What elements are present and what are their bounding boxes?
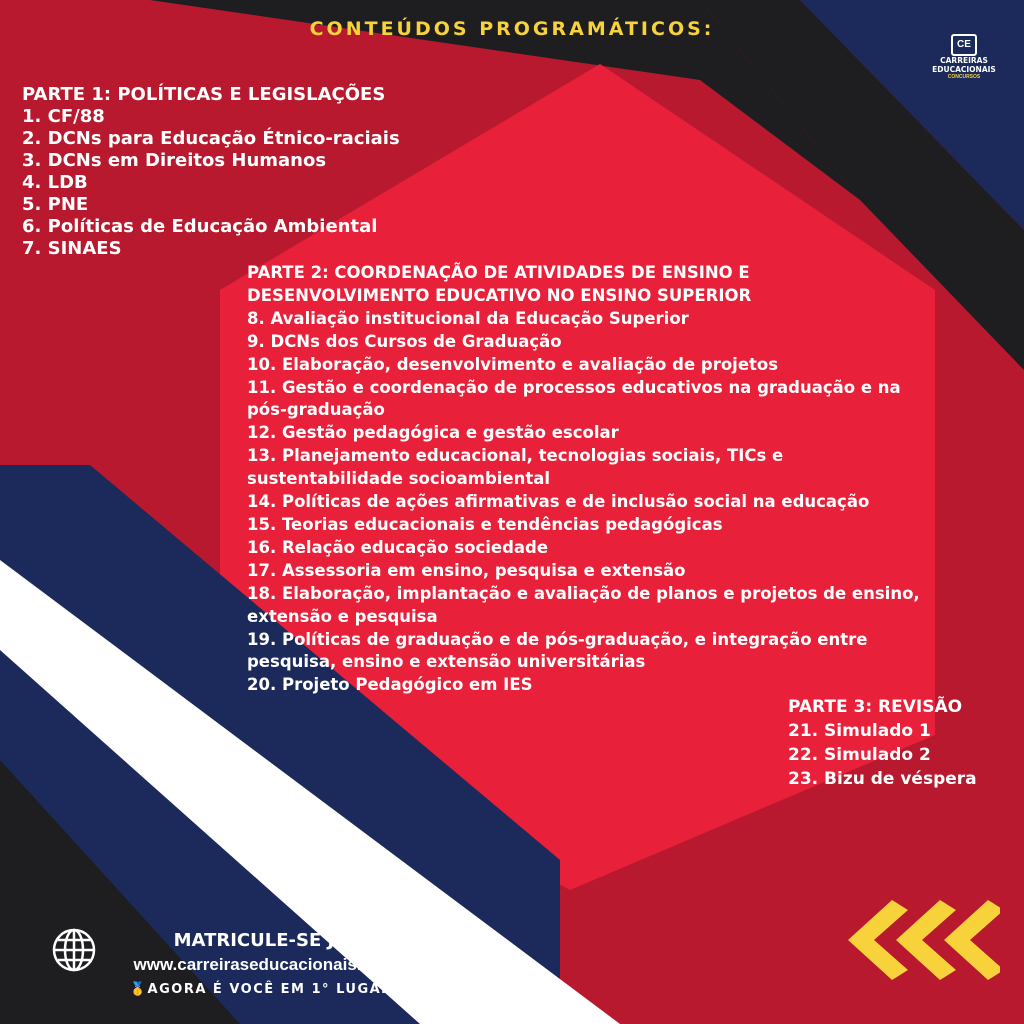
list-item: 8. Avaliação institucional da Educação Superior <box>247 308 689 328</box>
list-item: 2. DCNs para Educação Étnico-raciais <box>22 128 400 149</box>
slogan <box>105 977 425 1003</box>
list-item: 19. Políticas de graduação e de pós-graduação, e integração entre pesquisa, ensino e extensão universitárias <box>247 629 868 672</box>
enroll-text: MATRICULE-SE JÁ! <box>173 930 357 951</box>
list-item: 23. Bizu de véspera <box>788 769 977 789</box>
list-item: 15. Teorias educacionais e tendências pedagógicas <box>247 514 723 534</box>
list-item: 16. Relação educação sociedade <box>247 537 549 557</box>
list-item: 9. DCNs dos Cursos de Graduação <box>247 331 562 351</box>
list-item: 7. SINAES <box>22 238 122 259</box>
medal-icon: 🥇 <box>129 982 148 997</box>
part3-heading: PARTE 3: REVISÃO <box>788 697 963 717</box>
part1-section <box>22 84 400 260</box>
part2-heading-line2: DESENVOLVIMENTO EDUCATIVO NO ENSINO SUPERIOR <box>247 285 752 305</box>
part2-heading-line1: PARTE 2: COORDENAÇÃO DE ATIVIDADES DE ENSINO E <box>247 263 750 282</box>
slogan-text: AGORA É VOCÊ EM 1° LUGAR! <box>147 982 401 997</box>
logo-line-3: CONCURSOS <box>947 74 981 80</box>
logo-line-1: CARREIRAS <box>940 56 988 65</box>
call-to-action <box>105 928 425 1003</box>
list-item: 17. Assessoria em ensino, pesquisa e extensão <box>247 560 686 580</box>
logo-line-2: EDUCACIONAIS <box>932 65 996 74</box>
chevron-left-icon <box>846 900 1000 980</box>
logo-mark: CE <box>951 34 977 56</box>
list-item: 18. Elaboração, implantação e avaliação de planos e projetos de ensino, extensão e pesquisa <box>247 583 920 626</box>
list-item: 22. Simulado 2 <box>788 745 931 765</box>
list-item: 1. CF/88 <box>22 106 105 127</box>
list-item: 21. Simulado 1 <box>788 721 931 741</box>
part1-heading: PARTE 1: POLÍTICAS E LEGISLAÇÕES <box>22 84 386 105</box>
part3-section <box>788 695 977 791</box>
list-item: 5. PNE <box>22 194 89 215</box>
globe-icon <box>50 926 98 974</box>
list-item: 4. LDB <box>22 172 88 193</box>
part2-section <box>247 262 927 697</box>
list-item: 20. Projeto Pedagógico em IES <box>247 675 533 695</box>
list-item: 13. Planejamento educacional, tecnologias sociais, TICs e sustentabilidade socioambiental <box>247 446 784 489</box>
brand-logo <box>930 34 998 90</box>
website-link[interactable]: www.carreiraseducacionais.com <box>133 955 397 974</box>
list-item: 12. Gestão pedagógica e gestão escolar <box>247 423 619 443</box>
page-title: CONTEÚDOS PROGRAMÁTICOS: <box>309 18 715 40</box>
list-item: 3. DCNs em Direitos Humanos <box>22 150 327 171</box>
list-item: 10. Elaboração, desenvolvimento e avaliação de projetos <box>247 354 779 374</box>
list-item: 11. Gestão e coordenação de processos educativos na graduação e na pós-graduação <box>247 377 901 420</box>
list-item: 6. Políticas de Educação Ambiental <box>22 216 378 237</box>
list-item: 14. Políticas de ações afirmativas e de inclusão social na educação <box>247 492 870 512</box>
